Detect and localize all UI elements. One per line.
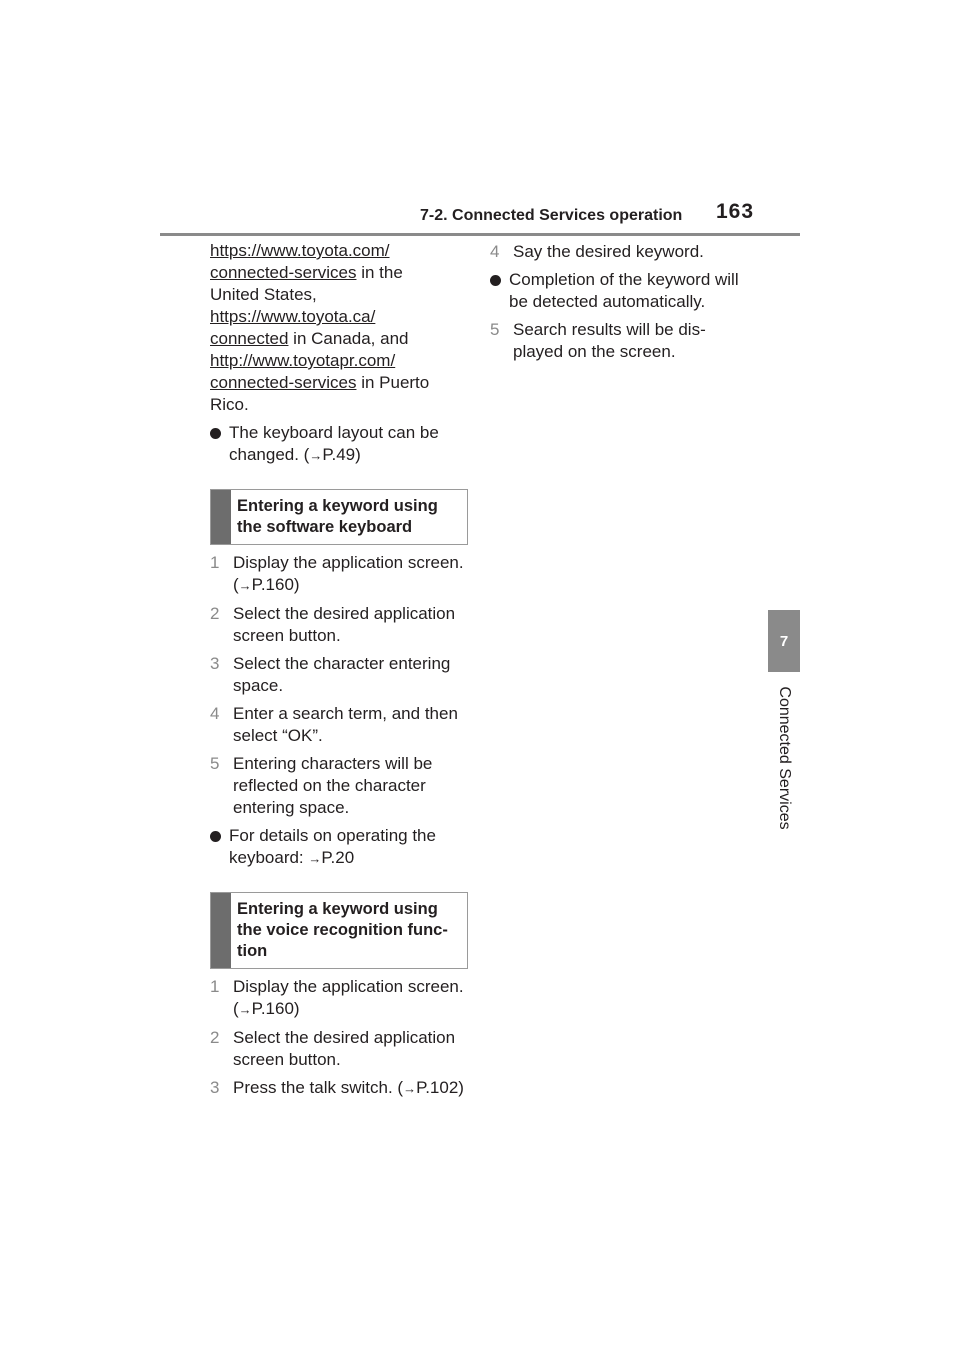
- step-3: [210, 653, 485, 697]
- page-ref[interactable]: P.49): [322, 445, 361, 464]
- step-2: [210, 1027, 485, 1071]
- link-us-2[interactable]: connected-services: [210, 263, 357, 282]
- page-ref[interactable]: P.102): [416, 1078, 464, 1097]
- text-pr: in Puerto Rico.: [210, 373, 430, 414]
- bullet-text: The keyboard layout can be changed. (: [229, 423, 439, 464]
- step-number: 5: [210, 754, 220, 773]
- intro-paragraph: [210, 240, 445, 416]
- heading-text: Entering a keyword using the voice recognition func- tion: [237, 900, 448, 960]
- step-4: [210, 703, 485, 747]
- step-5: [210, 753, 485, 819]
- section-title: 7-2. Connected Services operation: [420, 207, 683, 224]
- step-number: 3: [210, 654, 220, 673]
- step-text: Entering characters will be reflected on the character entering space.: [233, 754, 433, 817]
- step-text: Say the desired keyword.: [513, 242, 704, 261]
- header-rule: [160, 233, 800, 236]
- step-2: [210, 603, 485, 647]
- bullet-text: Completion of the keyword will be detected automatically.: [509, 270, 739, 311]
- step-1: [210, 976, 485, 1021]
- step-number: 1: [210, 553, 220, 572]
- bullet-keyboard-layout: [210, 422, 459, 467]
- step-number: 4: [490, 242, 500, 261]
- step-number: 3: [210, 1078, 220, 1097]
- bullet-icon: [210, 831, 221, 842]
- chapter-label: Connected Services: [776, 686, 793, 830]
- step-text: Enter a search term, and then select “OK”.: [233, 704, 458, 745]
- bullet-icon: [210, 428, 221, 439]
- step-3: [210, 1077, 485, 1100]
- bullet-icon: [490, 275, 501, 286]
- link-us-1[interactable]: https://www.toyota.com/: [210, 241, 390, 260]
- step-text: Press the talk switch. (: [233, 1078, 404, 1097]
- step-text: Display the application screen. (: [233, 553, 464, 594]
- right-column: [490, 240, 760, 363]
- step-number: 2: [210, 604, 220, 623]
- heading-voice-recognition: [210, 892, 468, 969]
- heading-software-keyboard: [210, 489, 468, 545]
- page-number: 163: [716, 200, 755, 223]
- heading-bar: [211, 490, 231, 544]
- step-text: Select the desired application screen button.: [233, 1028, 456, 1069]
- page-ref[interactable]: P.160): [251, 999, 300, 1018]
- link-ca-2[interactable]: connected: [210, 329, 289, 348]
- arrow-icon: →: [403, 1081, 417, 1096]
- arrow-icon: →: [309, 448, 323, 463]
- step-text: Display the application screen. (: [233, 977, 464, 1018]
- step-1: [210, 552, 485, 597]
- page-ref[interactable]: P.20: [321, 848, 355, 867]
- arrow-icon: →: [308, 851, 322, 866]
- link-pr-1[interactable]: http://www.toyotapr.com/: [210, 351, 396, 370]
- software-steps: [210, 552, 470, 819]
- step-number: 4: [210, 704, 220, 723]
- bullet-completion: [490, 269, 759, 313]
- step-text: Select the desired application screen button.: [233, 604, 456, 645]
- left-column: [210, 240, 470, 1100]
- step-text: Search results will be dis- played on the screen.: [513, 320, 706, 361]
- heading-bar: [211, 893, 231, 968]
- bullet-keyboard-details: [210, 825, 469, 870]
- page-ref[interactable]: P.160): [251, 575, 300, 594]
- link-pr-2[interactable]: connected-services: [210, 373, 357, 392]
- arrow-icon: →: [238, 578, 252, 593]
- step-number: 1: [210, 977, 220, 996]
- text-ca: in Canada, and: [288, 329, 409, 348]
- link-ca-1[interactable]: https://www.toyota.ca/: [210, 307, 376, 326]
- step-5: [490, 319, 743, 363]
- step-text: Select the character entering space.: [233, 654, 451, 695]
- voice-steps: [210, 976, 470, 1100]
- chapter-tab: 7: [768, 610, 800, 672]
- step-number: 2: [210, 1028, 220, 1047]
- text-us: in the United States,: [210, 263, 403, 304]
- step-number: 5: [490, 320, 500, 339]
- bullet-text: For details on operating the keyboard:: [229, 826, 436, 867]
- heading-text: Entering a keyword using the software keyboard: [237, 497, 438, 536]
- arrow-icon: →: [238, 1002, 252, 1017]
- step-4: [490, 241, 760, 263]
